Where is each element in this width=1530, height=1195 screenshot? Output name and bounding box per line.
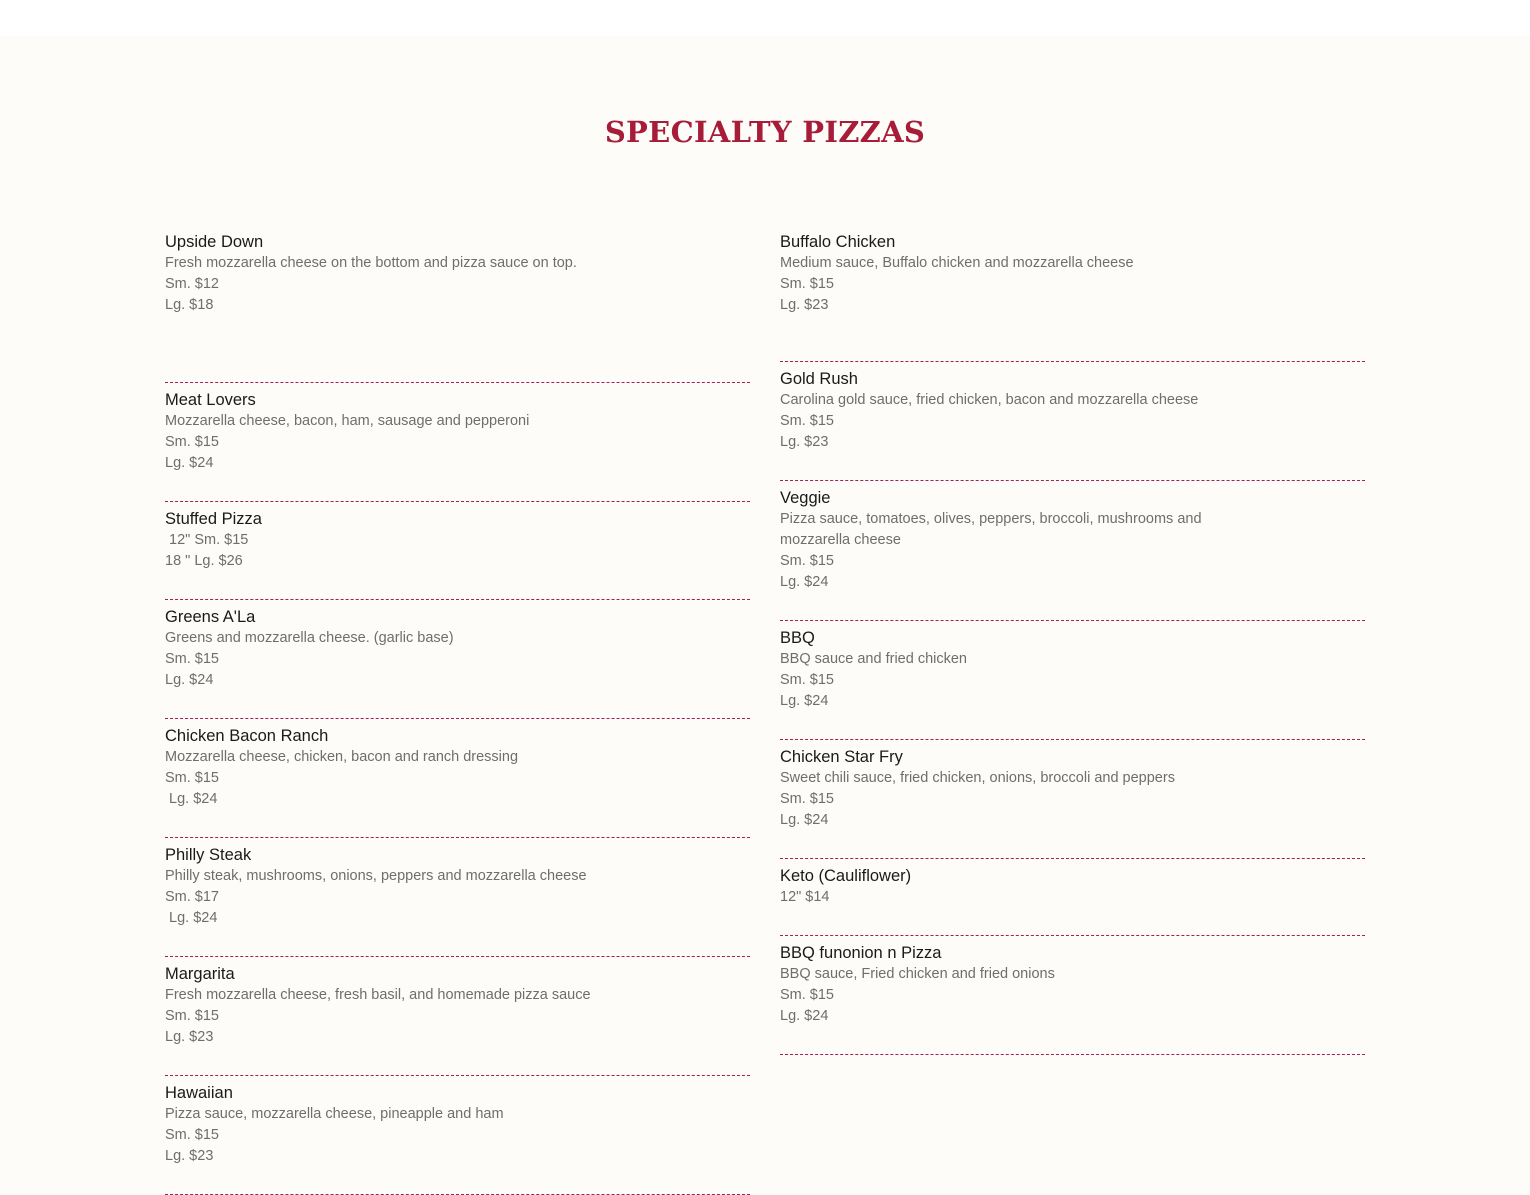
menu-column-left: [165, 225, 750, 1195]
menu-item-name: BBQ: [780, 629, 815, 647]
menu-item-name: Greens A'La: [165, 608, 256, 626]
menu-item-chicken-bacon-ranch: [165, 719, 750, 838]
menu-item-description: Greens and mozzarella cheese. (garlic base): [165, 630, 454, 646]
menu-item-price: Sm. $15: [165, 1127, 219, 1143]
menu-item-name: Chicken Bacon Ranch: [165, 727, 329, 745]
menu-item-description: Medium sauce, Buffalo chicken and mozzarella cheese: [780, 255, 1134, 271]
menu-item-upside-down: [165, 225, 750, 383]
menu-item-price: 18 " Lg. $26: [165, 553, 243, 569]
menu-item-greens-a-la: [165, 600, 750, 719]
menu-item-price: Sm. $15: [780, 987, 834, 1003]
menu-item-price: Sm. $15: [780, 276, 834, 292]
menu-item-price: Lg. $24: [165, 455, 214, 471]
menu-item-price: Sm. $15: [165, 434, 219, 450]
menu-item-veggie: [780, 481, 1365, 621]
menu-item-gold-rush: [780, 362, 1365, 481]
menu-item-stuffed-pizza: [165, 502, 750, 600]
menu-item-name: BBQ funonion n Pizza: [780, 944, 942, 962]
menu-item-description: Mozzarella cheese, bacon, ham, sausage and pepperoni: [165, 413, 530, 429]
menu-item-description: Sweet chili sauce, fried chicken, onions, broccoli and peppers: [780, 770, 1175, 786]
menu-item-price: Lg. $23: [780, 434, 829, 450]
menu-item-description: Pizza sauce, mozzarella cheese, pineapple and ham: [165, 1106, 504, 1122]
menu-item-price: Sm. $15: [780, 553, 834, 569]
menu-item-price: Lg. $24: [780, 812, 829, 828]
menu-item-bbq-funonion-n-pizza: [780, 936, 1365, 1055]
top-bar: [0, 0, 1530, 36]
menu-item-price: Sm. $12: [165, 276, 219, 292]
menu-item-name: Keto (Cauliflower): [780, 867, 912, 885]
menu-item-description: Mozzarella cheese, chicken, bacon and ranch dressing: [165, 749, 519, 765]
menu-item-name: Veggie: [780, 489, 831, 507]
menu-item-price: Sm. $15: [780, 791, 834, 807]
menu-item-description: Carolina gold sauce, fried chicken, bacon and mozzarella cheese: [780, 392, 1199, 408]
menu-item-margarita: [165, 957, 750, 1076]
menu-item-description: Philly steak, mushrooms, onions, peppers and mozzarella cheese: [165, 868, 587, 884]
menu-item-buffalo-chicken: [780, 225, 1365, 362]
menu-item-philly-steak: [165, 838, 750, 957]
menu-item-name: Chicken Star Fry: [780, 748, 903, 766]
menu-item-price: Sm. $15: [165, 770, 219, 786]
menu-item-name: Stuffed Pizza: [165, 510, 262, 528]
menu-item-price: Lg. $18: [165, 297, 214, 313]
menu-item-price: Lg. $24: [165, 910, 218, 926]
menu-item-name: Gold Rush: [780, 370, 858, 388]
menu-item-name: Hawaiian: [165, 1084, 233, 1102]
menu-item-price: Sm. $15: [780, 413, 834, 429]
menu-item-price: Lg. $24: [780, 693, 829, 709]
menu-item-description: BBQ sauce and fried chicken: [780, 651, 967, 667]
menu-item-name: Upside Down: [165, 233, 264, 251]
menu-item-meat-lovers: [165, 383, 750, 502]
menu-item-price: Lg. $23: [780, 297, 829, 313]
menu-item-description: Fresh mozzarella cheese on the bottom and pizza sauce on top.: [165, 255, 577, 271]
menu-page: [0, 36, 1530, 1164]
menu-column-right: [780, 225, 1365, 1055]
menu-item-price: Sm. $15: [780, 672, 834, 688]
menu-item-price: 12" Sm. $15: [165, 532, 249, 548]
menu-item-description: Fresh mozzarella cheese, fresh basil, and homemade pizza sauce: [165, 987, 591, 1003]
menu-item-price: Lg. $24: [165, 791, 218, 807]
menu-item-name: Philly Steak: [165, 846, 252, 864]
menu-item-keto-cauliflower: [780, 859, 1365, 936]
menu-item-price: Lg. $24: [165, 672, 214, 688]
menu-item-description: BBQ sauce, Fried chicken and fried onions: [780, 966, 1055, 982]
menu-item-price: Lg. $23: [165, 1148, 214, 1164]
menu-item-chicken-star-fry: [780, 740, 1365, 859]
menu-item-name: Meat Lovers: [165, 391, 256, 409]
section-title: SPECIALTY PIZZAS: [604, 115, 926, 149]
menu-item-price: Lg. $23: [165, 1029, 214, 1045]
menu-item-name: Margarita: [165, 965, 235, 983]
menu-item-bbq: [780, 621, 1365, 740]
menu-item-price: Lg. $24: [780, 574, 829, 590]
menu-item-description: Pizza sauce, tomatoes, olives, peppers, broccoli, mushrooms and mozzarella cheese: [780, 511, 1202, 548]
menu-item-price: Sm. $15: [165, 651, 219, 667]
menu-item-price: Sm. $15: [165, 1008, 219, 1024]
menu-item-hawaiian: [165, 1076, 750, 1195]
menu-item-name: Buffalo Chicken: [780, 233, 896, 251]
menu-item-price: Sm. $17: [165, 889, 219, 905]
menu-item-price: Lg. $24: [780, 1008, 829, 1024]
menu-item-price: 12" $14: [780, 889, 830, 905]
